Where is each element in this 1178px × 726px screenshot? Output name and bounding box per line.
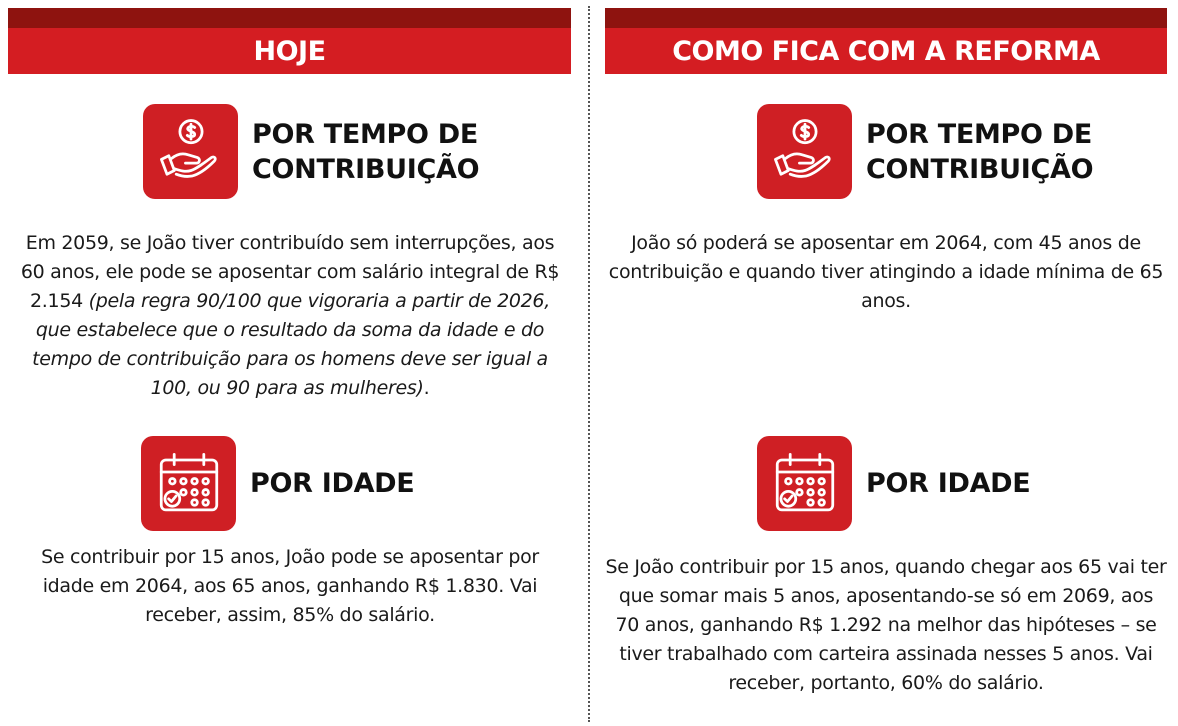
left-header-title: HOJE bbox=[8, 28, 571, 74]
left-age-heading bbox=[141, 436, 414, 531]
left-contribution-heading bbox=[143, 104, 479, 199]
right-contribution-title: POR TEMPO DE CONTRIBUIÇÃO bbox=[866, 118, 1094, 185]
hand-coin-icon bbox=[757, 104, 852, 199]
right-contribution-text: João só poderá se aposentar em 2064, com 45 anos de contribuição e quando tiver atingindo a idade mínima de 65 anos. bbox=[608, 232, 1164, 312]
right-age-title: POR IDADE bbox=[866, 468, 1031, 499]
right-contribution-heading bbox=[757, 104, 1093, 199]
hand-coin-icon bbox=[143, 104, 238, 199]
column-divider bbox=[588, 6, 590, 722]
left-header-bar bbox=[8, 8, 571, 28]
left-header bbox=[8, 8, 571, 74]
right-column bbox=[605, 0, 1167, 726]
left-contribution-text: Em 2059, se João tiver contribuído sem interrupções, aos 60 anos, ele pode se aposentar com salário integral de R$ 2.154 (pela regra 90/100 que vigoraria a partir de 2026, que estabelece que o resultado da soma da idade e do tempo de contribuição para os homens deve ser igual a 100, ou 90 para as mulheres). bbox=[20, 232, 560, 399]
right-header-title: COMO FICA COM A REFORMA bbox=[605, 28, 1167, 74]
right-age-text: Se João contribuir por 15 anos, quando chegar aos 65 vai ter que somar mais 5 anos, aposentando-se só em 2069, aos 70 anos, ganhando R$ 1.292 na melhor das hipóteses – se tiver trabalhado com carteira assinada nesses 5 anos. Vai receber, portanto, 60% do salário. bbox=[605, 556, 1167, 694]
left-column bbox=[8, 0, 571, 726]
right-header-bar bbox=[605, 8, 1167, 28]
right-header bbox=[605, 8, 1167, 74]
left-contribution-title: POR TEMPO DE CONTRIBUIÇÃO bbox=[252, 118, 480, 185]
right-age-heading bbox=[757, 436, 1030, 531]
left-age-title: POR IDADE bbox=[250, 468, 415, 499]
calendar-check-icon bbox=[141, 436, 236, 531]
calendar-check-icon bbox=[757, 436, 852, 531]
left-age-text: Se contribuir por 15 anos, João pode se aposentar por idade em 2064, aos 65 anos, ganhando R$ 1.830. Vai receber, assim, 85% do salário. bbox=[41, 546, 539, 626]
